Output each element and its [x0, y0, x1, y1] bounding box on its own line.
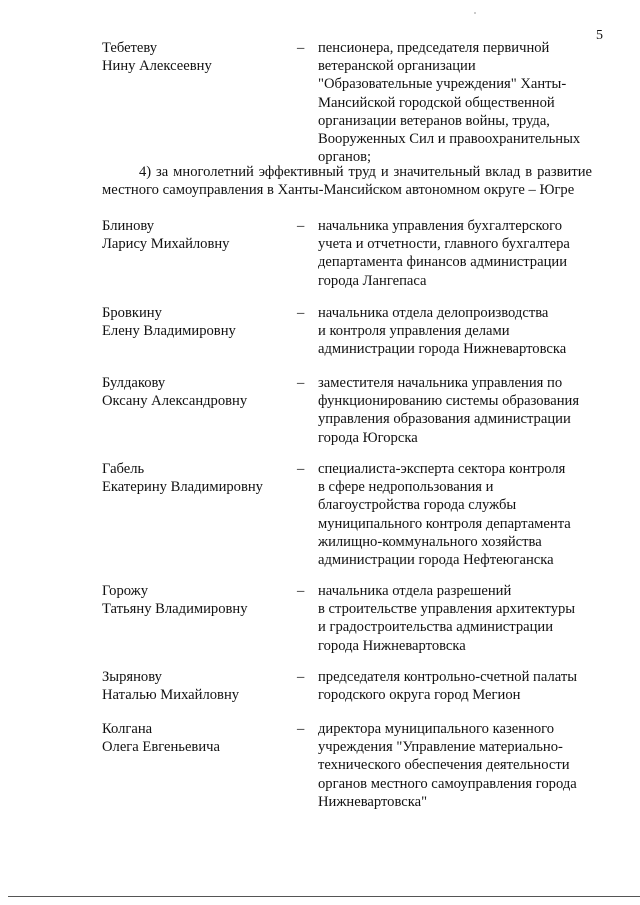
entry-dash: –	[297, 40, 305, 56]
position-line: в строительстве управления архитектуры	[318, 601, 576, 618]
position-line: учреждения "Управление материально-	[318, 739, 563, 756]
position-line: и градостроительства администрации	[318, 619, 554, 636]
position-line: Мансийской городской общественной	[318, 94, 555, 111]
position-line: начальника отдела разрешений	[318, 583, 512, 599]
recipient-name	[102, 374, 292, 410]
recipient-position	[318, 217, 608, 290]
entry-dash: –	[297, 305, 305, 321]
recipient-surname: Габель	[102, 461, 145, 477]
position-line: городского округа город Мегион	[318, 687, 521, 704]
recipient-given-names: Нину Алексеевну	[102, 58, 212, 75]
recipient-position	[318, 460, 608, 569]
section-heading	[102, 163, 592, 199]
recipient-name	[102, 39, 292, 75]
position-line: председателя контрольно-счетной палаты	[318, 669, 578, 685]
recipient-name	[102, 217, 292, 253]
section-heading-line: местного самоуправления в Ханты-Мансийском автономном округе – Югре	[102, 182, 575, 199]
position-line: благоустройства города службы	[318, 497, 517, 514]
recipient-surname: Тебетеву	[102, 40, 158, 56]
recipient-position	[318, 39, 608, 166]
entry-dash: –	[297, 375, 305, 391]
position-line: функционированию системы образования	[318, 393, 580, 410]
position-line: специалиста-эксперта сектора контроля	[318, 461, 566, 477]
recipient-surname: Булдакову	[102, 375, 166, 391]
position-line: департамента финансов администрации	[318, 254, 568, 271]
position-line: ветеранской организации	[318, 58, 476, 75]
position-line: жилищно-коммунального хозяйства	[318, 533, 542, 550]
position-line: Вооруженных Сил и правоохранительных	[318, 131, 581, 148]
recipient-given-names: Оксану Александровну	[102, 393, 248, 410]
recipient-given-names: Ларису Михайловну	[102, 236, 230, 253]
section-heading-line: 4) за многолетний эффективный труд и значительный вклад в развитие	[139, 164, 592, 180]
recipient-position	[318, 374, 608, 447]
entry-dash: –	[297, 669, 305, 685]
recipient-position	[318, 582, 608, 655]
position-line: заместителя начальника управления по	[318, 375, 563, 391]
entry-dash: –	[297, 583, 305, 599]
position-line: администрации города Нефтеюганска	[318, 552, 554, 569]
entry-dash: –	[297, 461, 305, 477]
recipient-surname: Блинову	[102, 218, 155, 234]
position-line: организации ветеранов войны, труда,	[318, 112, 550, 129]
position-line: начальника отдела делопроизводства	[318, 305, 549, 321]
recipient-surname: Бровкину	[102, 305, 162, 321]
recipient-given-names: Олега Евгеньевича	[102, 739, 220, 756]
position-line: директора муниципального казенного	[318, 721, 555, 737]
page-bottom-edge	[8, 896, 640, 897]
position-line: начальника управления бухгалтерского	[318, 218, 563, 234]
position-line: технического обеспечения деятельности	[318, 757, 570, 774]
scan-speck	[474, 12, 476, 14]
position-line: муниципального контроля департамента	[318, 515, 571, 532]
recipient-surname: Зырянову	[102, 669, 162, 685]
recipient-given-names: Екатерину Владимировну	[102, 479, 263, 496]
recipient-name	[102, 720, 292, 756]
recipient-position	[318, 304, 608, 359]
recipient-given-names: Татьяну Владимировну	[102, 601, 248, 618]
position-line: учета и отчетности, главного бухгалтера	[318, 236, 570, 253]
recipient-position	[318, 720, 608, 811]
recipient-name	[102, 460, 292, 496]
position-line: Нижневартовска"	[318, 793, 428, 810]
position-line: администрации города Нижневартовска	[318, 341, 567, 358]
position-line: управления образования администрации	[318, 411, 571, 428]
position-line: города Нижневартовска	[318, 637, 466, 654]
position-line: города Югорска	[318, 429, 418, 446]
position-line: города Лангепаса	[318, 272, 427, 289]
recipient-name	[102, 304, 292, 340]
recipient-name	[102, 668, 292, 704]
position-line: "Образовательные учреждения" Ханты-	[318, 76, 567, 93]
position-line: пенсионера, председателя первичной	[318, 40, 550, 56]
page-number: 5	[596, 28, 603, 43]
recipient-surname: Горожу	[102, 583, 149, 599]
recipient-surname: Колгана	[102, 721, 153, 737]
recipient-given-names: Елену Владимировну	[102, 323, 236, 340]
position-line: органов;	[318, 149, 372, 166]
position-line: органов местного самоуправления города	[318, 775, 577, 792]
recipient-position	[318, 668, 608, 704]
entry-dash: –	[297, 721, 305, 737]
position-line: в сфере недропользования и	[318, 479, 494, 496]
recipient-given-names: Наталью Михайловну	[102, 687, 240, 704]
position-line: и контроля управления делами	[318, 323, 510, 340]
recipient-name	[102, 582, 292, 618]
entry-dash: –	[297, 218, 305, 234]
